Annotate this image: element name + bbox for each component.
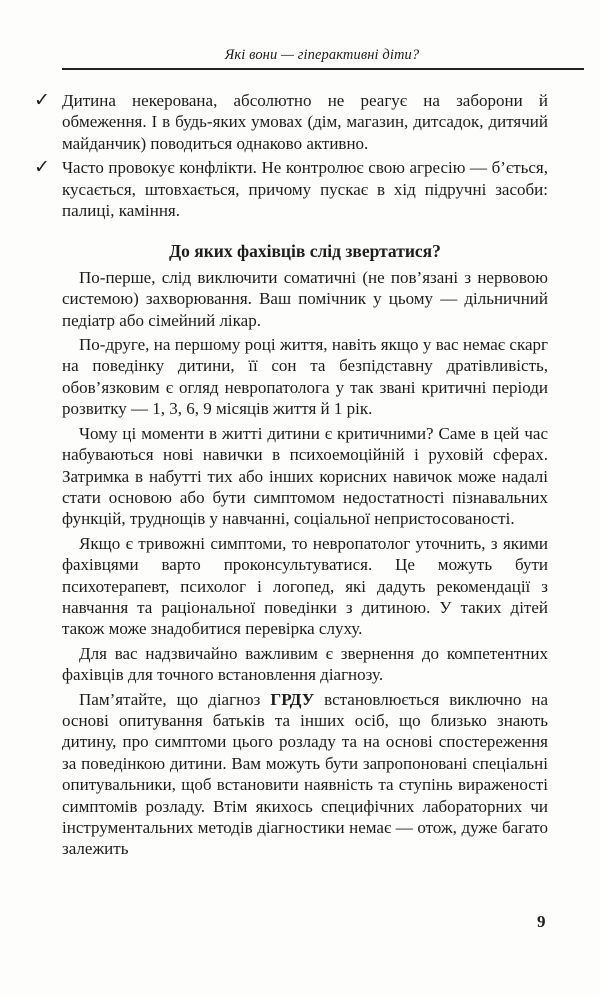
paragraph: Якщо є тривожні симптоми, то невропатолог уточнить, з якими фахівцями варто проконсультуватися. Це можуть бути психотерапевт, психолог і логопед, які дадуть рекомендації з навчання та раціональної поведінки з дитиною. У таких дітей також може знадобитися перевірка слуху. [62,533,548,639]
section-heading: До яких фахівців слід звертатися? [169,241,441,262]
list-item [34,156,548,221]
header-rule [62,68,584,70]
paragraph: По-друге, на першому році життя, навіть якщо у вас немає скарг на поведінку дитини, її сон та безпідставну дратівливість, обов’язковим є огляд невропатолога у так звані критичні періоди розвитку — 1, 3, 6, 9 місяців життя й 1 рік. [62,335,548,419]
checkmark-icon: ✓ [34,89,50,111]
running-header: Які вони — гіперактивні діти? [224,47,420,63]
page-body [34,89,549,863]
bullet-text: Часто провокує конфлікти. Не контролює свою агресію — б’ється, кусається, штовхається, причому пускає в хід підручні засоби: палиці, каміння. [62,158,548,221]
emphasis-term: ГРДУ [270,689,315,709]
list-item [34,89,548,154]
checkmark-icon: ✓ [34,156,50,179]
bullet-list [34,89,548,221]
bullet-text: Дитина некерована, абсолютно не реагує на заборони й обмеження. І в будь-яких умовах (дім, магазин, дитсадок, дитячий майданчик) поводиться однаково активно. [62,91,548,153]
paragraph: По-перше, слід виключити соматичні (не пов’язані з нервовою системою) захворювання. Ваш помічник у цьому — дільничний педіатр або сімейний лікар. [62,267,548,330]
paragraph: Для вас надзвичайно важливим є звернення до компетентних фахівців для точного встановлення діагнозу. [62,643,548,685]
page-number: 9 [537,912,546,931]
paragraph: Пам’ятайте, що діагноз ГРДУ встановлюється виключно на основі опитування батьків та інших осіб, що близько знають дитину, про симптоми цього розладу та на основі спостереження за поведінкою дитини. Вам можуть бути запропоновані спеціальні опитувальники, щоб встановити наявність та ступінь вираженості симптомів розладу. Втім якихось специфічних лабораторних чи інструментальних методів діагностики немає — отож, дуже багато залежить [62,689,549,859]
paragraph: Чому ці моменти в житті дитини є критичними? Саме в цей час набуваються нові навички в психоемоційній і руховій сферах. Затримка в набутті тих або інших корисних навичок може надалі стати основою або бути симптомом недостатності пізнавальних функцій, труднощів у навчанні, соціальної непристосованості. [62,423,548,529]
